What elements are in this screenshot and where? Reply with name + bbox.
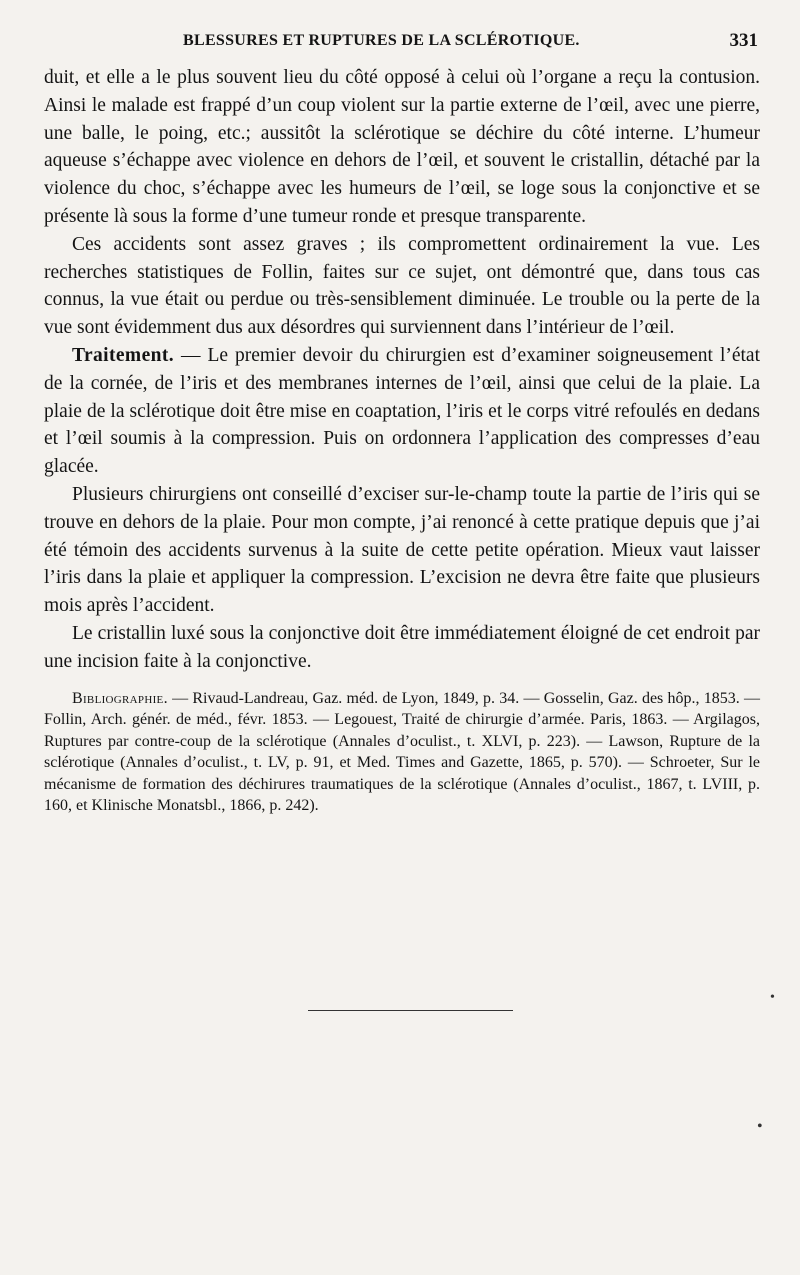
page-number: 331: [729, 30, 758, 51]
paragraph-5: Le cristallin luxé sous la conjonctive doit être immédiatement éloigné de cet endroit par une incision faite à la conjonctive.: [44, 622, 760, 672]
bibliography-label: Bibliographie.: [72, 689, 168, 707]
margin-mark: •: [757, 1118, 763, 1135]
paragraph-2: Ces accidents sont assez graves ; ils compromettent ordinairement la vue. Les recherches statistiques de Follin, faites sur ce sujet, ont démontré que, dans tous cas connus, la vue était ou perdue ou très-sensiblement diminuée. Le trouble ou la perte de la vue sont évidemment dus aux désordres qui surviennent dans l’intérieur de l’œil.: [44, 233, 760, 339]
header-title: BLESSURES ET RUPTURES DE LA SCLÉROTIQUE.: [183, 32, 580, 49]
body-text: [44, 64, 760, 817]
bibliography: [44, 688, 760, 817]
treatment-heading: Traitement.: [72, 344, 175, 366]
paragraph-3-text: — Le premier devoir du chirurgien est d’examiner soigneusement l’état de la cornée, de l’iris et des membranes internes de l’œil, ainsi que celui de la plaie. La plaie de la sclérotique doit être mise en coaptation, l’iris et le corps vitré refoulés en dedans et l’œil soumis à la compression. Puis on ordonnera l’application des compresses d’eau glacée.: [44, 344, 760, 478]
section-divider: [308, 1010, 513, 1011]
margin-dot: •: [770, 990, 775, 1005]
bibliography-text: — Rivaud-Landreau, Gaz. méd. de Lyon, 1849, p. 34. — Gosselin, Gaz. des hôp., 1853. — Follin, Arch. génér. de méd., févr. 1853. — Legouest, Traité de chirurgie d’armée. Paris, 1863. — Argilagos, Ruptures par contre-coup de la sclérotique (Annales d’oculist., t. XLVI, p. 223). — Lawson, Rupture de la sclérotique (Annales d’oculist., t. LV, p. 91, et Med. Times and Gazette, 1865, p. 570). — Schroeter, Sur le mécanisme de formation des déchirures traumatiques de la sclérotique (Annales d’oculist., 1867, t. LVIII, p. 160, et Klinische Monatsbl., 1866, p. 242).: [44, 689, 760, 815]
paragraph-1: duit, et elle a le plus souvent lieu du côté opposé à celui où l’organe a reçu la contusion. Ainsi le malade est frappé d’un coup violent sur la partie externe de l’œil, avec une pierre, une balle, le poing, etc.; aussitôt la sclérotique se déchire du côté interne. L’humeur aqueuse s’échappe avec violence en dehors de l’œil, et souvent le cristallin, détaché par la violence du choc, s’échappe avec les humeurs de l’œil, se loge sous la conjonctive et se présente là sous la forme d’une tumeur ronde et presque transparente.: [44, 67, 760, 227]
running-header: [40, 32, 760, 56]
paragraph-3: [44, 342, 760, 481]
paragraph-4: Plusieurs chirurgiens ont conseillé d’exciser sur-le-champ toute la partie de l’iris qui se trouve en dehors de la plaie. Pour mon compte, j’ai renoncé à cette pratique depuis que j’ai été témoin des accidents survenus à la suite de cette petite opération. Mieux vaut laisser l’iris dans la plaie et appliquer la compression. L’excision ne devra être faite que plusieurs mois après l’accident.: [44, 483, 760, 617]
